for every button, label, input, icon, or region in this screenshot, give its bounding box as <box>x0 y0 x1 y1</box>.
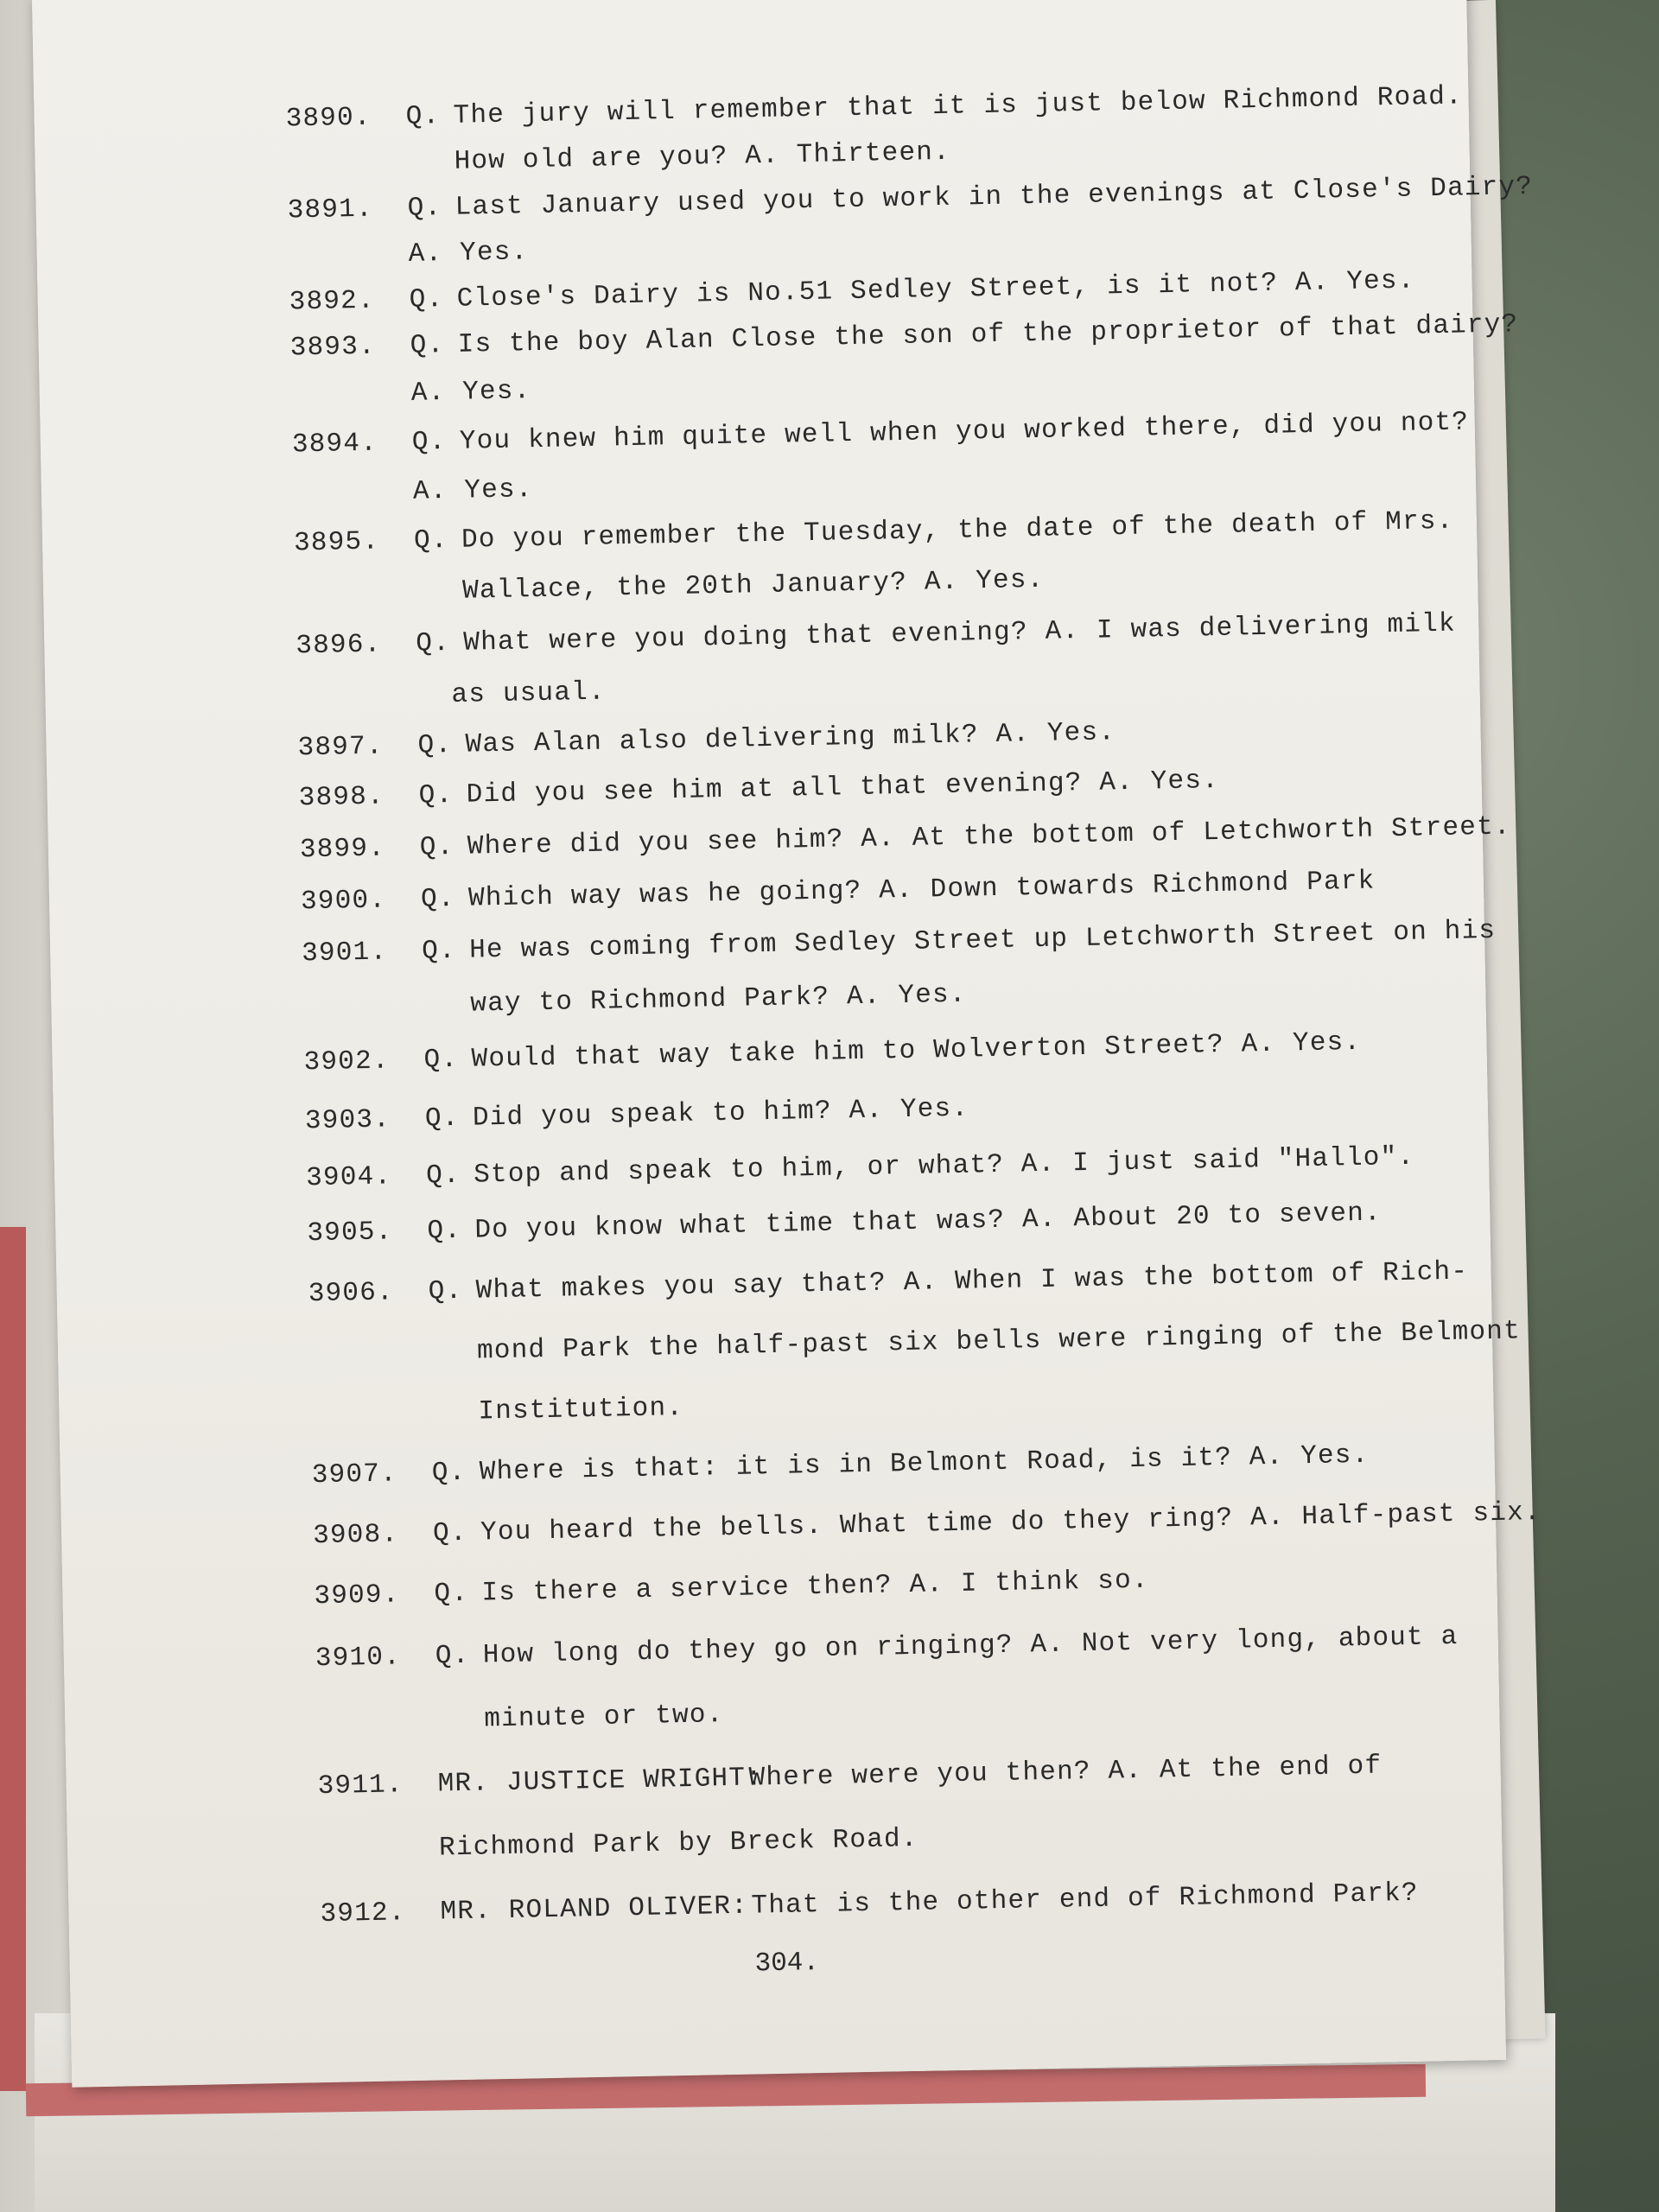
entry-tag: Q. <box>409 284 444 315</box>
entry-number: 3910. <box>315 1642 402 1675</box>
entry-answer-text: A. Yes. <box>412 474 533 507</box>
entry-text: Do you remember the Tuesday, the date of the death of Mrs. <box>461 505 1454 556</box>
entry-tag: Q. <box>423 1044 459 1076</box>
entry-tag: Q. <box>434 1578 469 1610</box>
entry-number: 3891. <box>287 194 374 226</box>
entry-line <box>64 1621 1499 1687</box>
entry-number: 3905. <box>307 1217 393 1249</box>
entry-tag: Q. <box>431 1457 467 1489</box>
entry-text: You knew him quite well when you worked there, did you not? <box>459 407 1470 457</box>
entry-line <box>50 915 1497 982</box>
red-binder-cover <box>0 1227 26 2091</box>
entry-number: 3897. <box>297 731 384 764</box>
entry-continuation <box>59 1377 1494 1443</box>
entry-number: 3900. <box>300 885 387 918</box>
entry-number: 3896. <box>296 629 382 662</box>
entry-number: 3899. <box>299 833 386 866</box>
entry-number: 3895. <box>293 526 380 559</box>
entry-continuation-text: How old are you? A. Thirteen. <box>454 137 951 177</box>
entry-continuation-text: minute or two. <box>483 1700 724 1735</box>
transcript-page <box>32 0 1542 2088</box>
entry-line <box>60 1438 1496 1503</box>
entry-tag: Q. <box>428 1275 463 1307</box>
entry-tag: Q. <box>420 883 456 915</box>
entry-number: 3908. <box>312 1519 399 1552</box>
entry-text: That is the other end of Richmond Park? <box>751 1878 1420 1922</box>
entry-continuation <box>65 1685 1500 1751</box>
entry-text: Where were you then? A. At the end of <box>748 1751 1382 1794</box>
entry-number: 3904. <box>305 1161 392 1194</box>
entry-tag: Q. <box>416 628 451 659</box>
entry-number: 3901. <box>301 937 388 969</box>
entry-number: 3902. <box>303 1046 390 1078</box>
entry-number: 3903. <box>304 1104 391 1137</box>
entry-tag: Q. <box>421 935 457 967</box>
entry-number: 3911. <box>317 1770 404 1802</box>
entry-line <box>57 1256 1492 1322</box>
entry-continuation <box>67 1813 1503 1878</box>
entry-text: Is there a service then? A. I think so. <box>481 1565 1150 1609</box>
entry-tag: Q. <box>435 1640 470 1672</box>
entry-tag: Q. <box>424 1103 460 1135</box>
entry-text: Did you see him at all that evening? A. Yes. <box>466 765 1220 810</box>
entry-answer-text: A. Yes. <box>408 237 529 270</box>
entry-continuation <box>51 969 1486 1035</box>
entry-text: Stop and speak to him, or what? A. I just said "Hallo". <box>473 1141 1415 1191</box>
entry-number: 3909. <box>314 1580 400 1612</box>
entry-text: Last January used you to work in the evenings at Close's Dairy? <box>454 171 1534 223</box>
entry-continuation <box>58 1316 1522 1382</box>
entry-text: Did you speak to him? A. Yes. <box>472 1093 969 1134</box>
entry-continuation-text: as usual. <box>451 677 607 710</box>
entry-line <box>54 1141 1490 1206</box>
entry-text: Where did you see him? A. At the bottom of Letchworth Street. <box>467 811 1512 862</box>
entry-text: Close's Dairy is No.51 Sedley Street, is it not? A. Yes. <box>456 265 1415 315</box>
entry-text: Do you know what time that was? A. About 20 to seven. <box>474 1198 1382 1246</box>
entry-number: 3898. <box>298 781 385 814</box>
entry-tag: Q. <box>427 1215 462 1247</box>
entry-text: Was Alan also delivering milk? A. Yes. <box>465 717 1116 760</box>
entry-number: 3892. <box>289 285 376 318</box>
entry-speaker: MR. JUSTICE WRIGHT: <box>437 1763 764 1800</box>
entry-text: Is the boy Alan Close the son of the proprietor of that dairy? <box>457 309 1519 360</box>
entry-text: Would that way take him to Wolverton Street? A. Yes. <box>471 1027 1362 1075</box>
entry-tag: Q. <box>413 525 449 556</box>
entry-line <box>54 1084 1489 1149</box>
entry-continuation-text: mond Park the half-past six bells were ringing of the Belmont <box>476 1316 1522 1367</box>
entry-number: 3912. <box>320 1897 406 1930</box>
entry-continuation-text: Institution. <box>478 1392 684 1427</box>
entry-tag: Q. <box>418 779 454 811</box>
entry-number: 3894. <box>291 428 378 461</box>
entry-text: What were you doing that evening? A. I was delivering milk <box>463 608 1457 658</box>
entry-text: The jury will remember that it is just below Richmond Road. <box>453 81 1464 131</box>
entry-tag: Q. <box>432 1517 468 1549</box>
entry-text: Where is that: it is in Belmont Road, is it? A. Yes. <box>479 1440 1370 1488</box>
entry-continuation-text: Wallace, the 20th January? A. Yes. <box>461 564 1045 607</box>
entry-text: Which way was he going? A. Down towards Richmond Park <box>467 866 1376 914</box>
entry-number: 3893. <box>289 331 377 364</box>
entry-number: 3906. <box>308 1277 395 1310</box>
entry-line <box>62 1559 1497 1624</box>
entry-text: You heard the bells. What time do they ring? A. Half-past six. <box>480 1497 1542 1548</box>
entry-text: What makes you say that? A. When I was the bottom of Rich- <box>475 1256 1469 1306</box>
entry-tag: Q. <box>419 831 454 863</box>
entry-text: How long do they go on ringing? A. Not very long, about a <box>482 1621 1459 1671</box>
entry-continuation-text: Richmond Park by Breck Road. <box>438 1823 918 1864</box>
entry-line <box>66 1749 1501 1815</box>
entry-continuation-text: way to Richmond Park? A. Yes. <box>470 979 967 1020</box>
entry-answer-text: A. Yes. <box>410 376 531 409</box>
entry-line <box>52 1025 1487 1090</box>
transcript-lines <box>32 0 1542 2088</box>
entry-line <box>61 1497 1542 1564</box>
entry-tag: Q. <box>417 729 453 761</box>
entry-line <box>55 1196 1491 1262</box>
page-number: 304. <box>754 1948 820 1980</box>
entry-tag: Q. <box>407 193 442 224</box>
entry-speaker: MR. ROLAND OLIVER: <box>440 1891 749 1928</box>
entry-tag: Q. <box>410 330 445 361</box>
entry-number: 3907. <box>311 1459 398 1491</box>
entry-tag: Q. <box>425 1160 461 1192</box>
entry-tag: Q. <box>405 101 441 132</box>
entry-tag: Q. <box>411 427 447 458</box>
entry-line <box>68 1877 1503 1942</box>
entry-text: He was coming from Sedley Street up Letchworth Street on his <box>468 915 1497 966</box>
entry-number: 3890. <box>285 102 372 135</box>
